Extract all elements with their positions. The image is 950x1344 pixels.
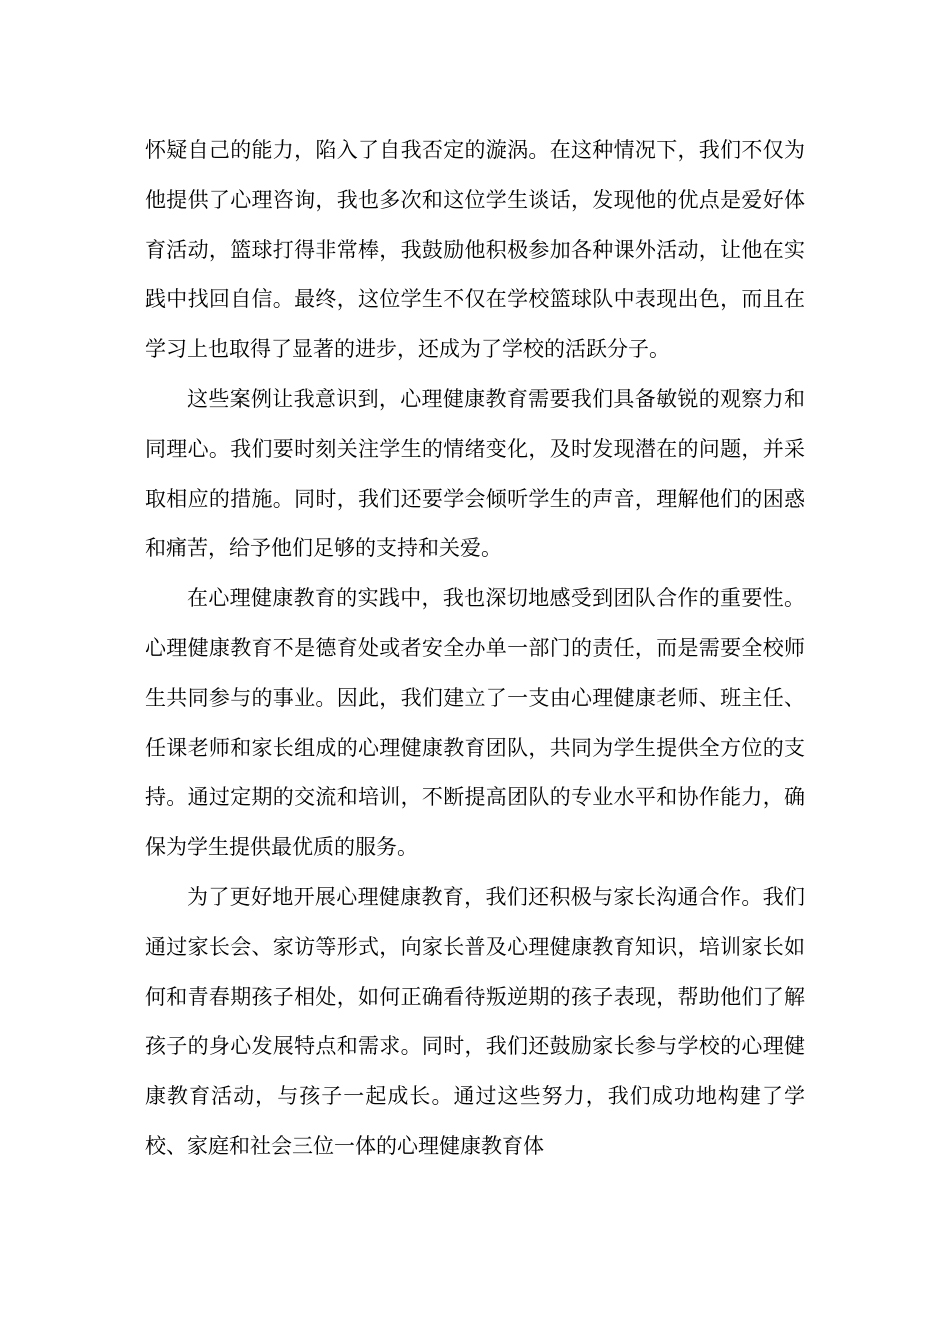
paragraph-teamwork: 在心理健康教育的实践中，我也深切地感受到团队合作的重要性。心理健康教育不是德育处或者安全办单一部门的责任，而是需要全校师生共同参与的事业。因此，我们建立了一支由心理健康老师、班主任、任课老师和家长组成的心理健康教育团队，共同为学生提供全方位的支持。通过定期的交流和培训，不断提高团队的专业水平和协作能力，确保为学生提供最优质的服务。 <box>145 586 805 860</box>
body-text <box>145 126 805 1172</box>
paragraph-case-reflection: 这些案例让我意识到，心理健康教育需要我们具备敏锐的观察力和同理心。我们要时刻关注学生的情绪变化，及时发现潜在的问题，并采取相应的措施。同时，我们还要学会倾听学生的声音，理解他们的困惑和痛苦，给予他们足够的支持和关爱。 <box>145 386 805 561</box>
paragraph-continued: 怀疑自己的能力，陷入了自我否定的漩涡。在这种情况下，我们不仅为他提供了心理咨询，我也多次和这位学生谈话，发现他的优点是爱好体育活动，篮球打得非常棒，我鼓励他积极参加各种课外活动，让他在实践中找回自信。最终，这位学生不仅在学校篮球队中表现出色，而且在学习上也取得了显著的进步，还成为了学校的活跃分子。 <box>145 138 805 362</box>
paragraph-parent-cooperation: 为了更好地开展心理健康教育，我们还积极与家长沟通合作。我们通过家长会、家访等形式，向家长普及心理健康教育知识，培训家长如何和青春期孩子相处，如何正确看待叛逆期的孩子表现，帮助他们了解孩子的身心发展特点和需求。同时，我们还鼓励家长参与学校的心理健康教育活动，与孩子一起成长。通过这些努力，我们成功地构建了学校、家庭和社会三位一体的心理健康教育体 <box>145 884 805 1158</box>
